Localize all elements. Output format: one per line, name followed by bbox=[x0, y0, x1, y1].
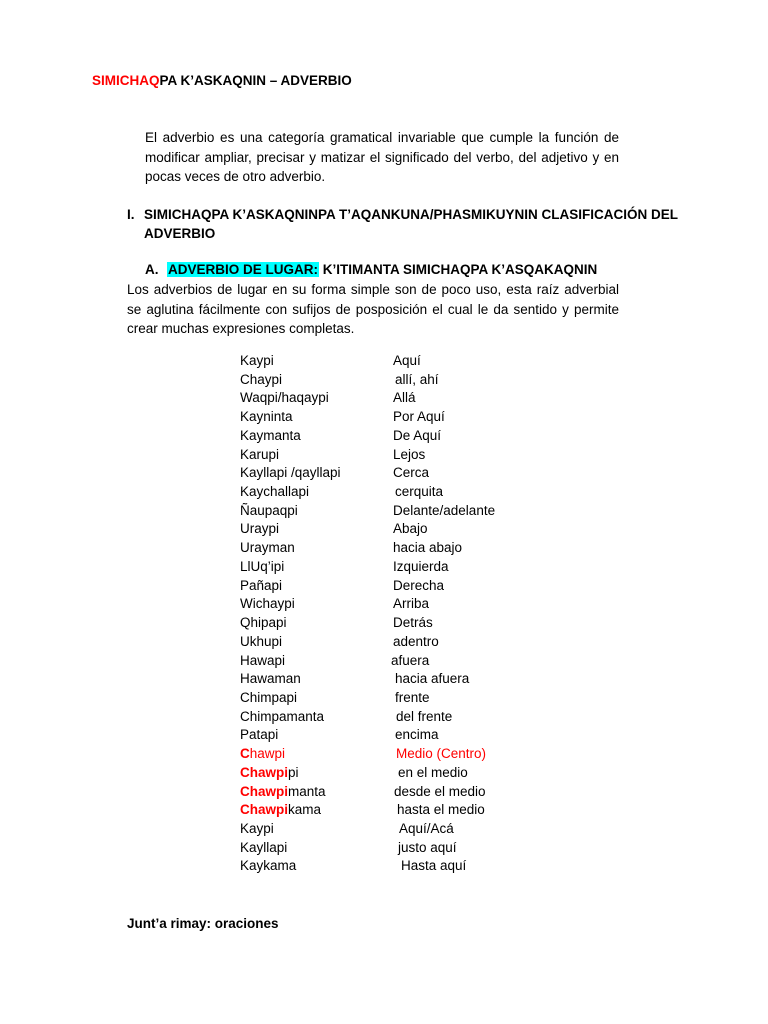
spanish-translation: justo aquí bbox=[398, 839, 457, 855]
quechua-suffix: Kayllapi bbox=[240, 839, 288, 855]
quechua-term bbox=[240, 783, 326, 802]
quechua-term bbox=[240, 520, 279, 539]
page-title bbox=[92, 73, 352, 88]
vocab-row bbox=[240, 446, 560, 465]
quechua-suffix: Kayninta bbox=[240, 409, 293, 425]
vocab-row bbox=[240, 764, 560, 783]
quechua-term bbox=[240, 726, 278, 745]
title-red-part: SIMICHAQ bbox=[92, 73, 160, 88]
spanish-translation: Medio (Centro) bbox=[396, 746, 487, 762]
spanish-translation: frente bbox=[395, 689, 430, 705]
title-rest: PA K’ASKAQNIN – ADVERBIO bbox=[159, 73, 352, 88]
quechua-term bbox=[240, 483, 309, 502]
quechua-term bbox=[240, 577, 282, 596]
quechua-suffix: Ñaupaqpi bbox=[240, 502, 298, 518]
spanish-translation: Aquí bbox=[393, 353, 421, 368]
quechua-term bbox=[240, 408, 293, 427]
quechua-suffix: kama bbox=[288, 802, 322, 818]
footer-heading: Junt’a rimay: oraciones bbox=[127, 916, 279, 931]
quechua-suffix: Kaypi bbox=[240, 353, 274, 368]
quechua-term bbox=[240, 820, 274, 839]
quechua-term bbox=[240, 839, 287, 858]
quechua-suffix: Ukhupi bbox=[240, 633, 283, 649]
quechua-suffix: Uraypi bbox=[240, 521, 280, 537]
vocab-row bbox=[240, 857, 560, 876]
quechua-suffix: Karupi bbox=[240, 446, 280, 462]
highlighted-term: ADVERBIO DE LUGAR: bbox=[168, 262, 319, 277]
spanish-translation: Abajo bbox=[393, 521, 428, 537]
spanish-translation: Derecha bbox=[393, 577, 445, 593]
section-heading-line2: ADVERBIO bbox=[144, 226, 216, 241]
spanish-translation: hacia abajo bbox=[393, 540, 463, 556]
quechua-suffix: Wichaypi bbox=[240, 596, 295, 612]
quechua-term bbox=[240, 558, 284, 577]
vocab-row bbox=[240, 520, 560, 539]
description-paragraph: Los adverbios de lugar en su forma simple son de poco uso, esta raíz adverbial se aglutina fácilmente con sufijos de posposición el cual le da sentido y permite crear muchas expresiones completas. bbox=[127, 282, 619, 336]
subsection-heading-a bbox=[145, 262, 597, 277]
quechua-suffix: Hawaman bbox=[240, 671, 301, 687]
vocabulary-list bbox=[240, 352, 560, 876]
vocab-row bbox=[240, 595, 560, 614]
quechua-term bbox=[240, 427, 301, 446]
quechua-suffix: Kaykama bbox=[240, 858, 297, 874]
spanish-translation: del frente bbox=[396, 708, 453, 724]
quechua-term bbox=[240, 857, 296, 876]
quechua-term bbox=[240, 595, 295, 614]
vocab-row bbox=[240, 745, 560, 764]
vocab-row bbox=[240, 614, 560, 633]
spanish-translation: Aquí/Acá bbox=[399, 820, 454, 836]
quechua-suffix: manta bbox=[288, 783, 326, 799]
quechua-suffix: Kaychallapi bbox=[240, 484, 310, 500]
subsection-heading-rest: K’ITIMANTA SIMICHAQPA K’ASQAKAQNIN bbox=[319, 262, 598, 277]
spanish-translation: desde el medio bbox=[394, 783, 486, 799]
quechua-suffix: Kaypi bbox=[240, 820, 274, 836]
vocab-row bbox=[240, 708, 560, 727]
quechua-suffix: hawpi bbox=[249, 746, 286, 762]
quechua-term bbox=[240, 539, 295, 558]
quechua-term bbox=[240, 764, 299, 783]
spanish-translation: cerquita bbox=[395, 484, 444, 500]
spanish-translation: afuera bbox=[391, 652, 430, 668]
spanish-translation: encima bbox=[395, 727, 439, 743]
quechua-suffix: Qhipapi bbox=[240, 615, 287, 631]
spanish-translation: Lejos bbox=[393, 446, 426, 462]
quechua-root-highlight: Chawpi bbox=[240, 764, 289, 780]
vocab-row bbox=[240, 539, 560, 558]
vocab-row bbox=[240, 801, 560, 820]
intro-paragraph: El adverbio es una categoría gramatical invariable que cumple la función de modificar ampliar, precisar y matizar el significado del verbo, del adjetivo y en pocas veces de otro adverbio. bbox=[145, 130, 619, 184]
vocab-row bbox=[240, 839, 560, 858]
spanish-translation: Hasta aquí bbox=[401, 858, 467, 874]
spanish-translation: Arriba bbox=[393, 596, 430, 612]
vocab-row bbox=[240, 577, 560, 596]
vocab-row bbox=[240, 427, 560, 446]
spanish-translation: De Aquí bbox=[393, 427, 442, 443]
quechua-term bbox=[240, 502, 298, 521]
quechua-term bbox=[240, 745, 285, 764]
spanish-translation: Allá bbox=[393, 390, 416, 406]
quechua-suffix: Kaymanta bbox=[240, 427, 301, 443]
quechua-term bbox=[240, 633, 282, 652]
quechua-suffix: Waqpi/haqaypi bbox=[240, 390, 329, 406]
vocab-row bbox=[240, 652, 560, 671]
vocab-row bbox=[240, 726, 560, 745]
quechua-suffix: Hawapi bbox=[240, 652, 286, 668]
quechua-term bbox=[240, 708, 324, 727]
quechua-term bbox=[240, 352, 274, 371]
section-heading-1 bbox=[127, 205, 707, 243]
quechua-root-highlight: Chawpi bbox=[240, 802, 289, 818]
vocab-row bbox=[240, 633, 560, 652]
subsection-letter: A. bbox=[145, 262, 159, 277]
quechua-term bbox=[240, 389, 329, 408]
spanish-translation: Cerca bbox=[393, 465, 430, 481]
quechua-root-highlight: C bbox=[240, 746, 250, 762]
quechua-term bbox=[240, 652, 285, 671]
spanish-translation: Detrás bbox=[393, 615, 433, 631]
vocab-row bbox=[240, 820, 560, 839]
vocab-row bbox=[240, 502, 560, 521]
quechua-term bbox=[240, 446, 279, 465]
spanish-translation: Delante/adelante bbox=[393, 502, 496, 518]
vocab-row bbox=[240, 689, 560, 708]
quechua-root-highlight: Chawpi bbox=[240, 783, 289, 799]
quechua-suffix: Kayllapi /qayllapi bbox=[240, 465, 341, 481]
quechua-suffix: Patapi bbox=[240, 727, 279, 743]
vocab-row bbox=[240, 408, 560, 427]
spanish-translation: adentro bbox=[393, 633, 439, 649]
spanish-translation: Izquierda bbox=[393, 558, 449, 574]
quechua-suffix: Chimpapi bbox=[240, 689, 298, 705]
vocab-row bbox=[240, 670, 560, 689]
quechua-suffix: Pañapi bbox=[240, 577, 283, 593]
section-number: I. bbox=[127, 207, 135, 222]
quechua-term bbox=[240, 801, 321, 820]
quechua-suffix: Chimpamanta bbox=[240, 708, 325, 724]
quechua-term bbox=[240, 371, 282, 390]
vocab-row bbox=[240, 558, 560, 577]
spanish-translation: hacia afuera bbox=[395, 671, 470, 687]
quechua-term bbox=[240, 670, 301, 689]
quechua-term bbox=[240, 614, 287, 633]
spanish-translation: hasta el medio bbox=[397, 802, 485, 818]
vocab-row bbox=[240, 464, 560, 483]
quechua-suffix: Chaypi bbox=[240, 371, 283, 387]
vocab-row bbox=[240, 389, 560, 408]
quechua-suffix: pi bbox=[288, 764, 299, 780]
quechua-suffix: LlUq’ipi bbox=[240, 558, 285, 574]
vocab-row bbox=[240, 352, 560, 371]
spanish-translation: en el medio bbox=[398, 764, 468, 780]
vocab-row bbox=[240, 483, 560, 502]
quechua-suffix: Urayman bbox=[240, 540, 295, 556]
section-heading-line1: SIMICHAQPA K’ASKAQNINPA T’AQANKUNA/PHASMIKUYNIN CLASIFICACIÓN DEL bbox=[144, 207, 679, 222]
spanish-translation: allí, ahí bbox=[395, 371, 439, 387]
quechua-term bbox=[240, 689, 297, 708]
spanish-translation: Por Aquí bbox=[393, 409, 445, 425]
quechua-term bbox=[240, 464, 341, 483]
vocab-row bbox=[240, 371, 560, 390]
vocab-row bbox=[240, 783, 560, 802]
